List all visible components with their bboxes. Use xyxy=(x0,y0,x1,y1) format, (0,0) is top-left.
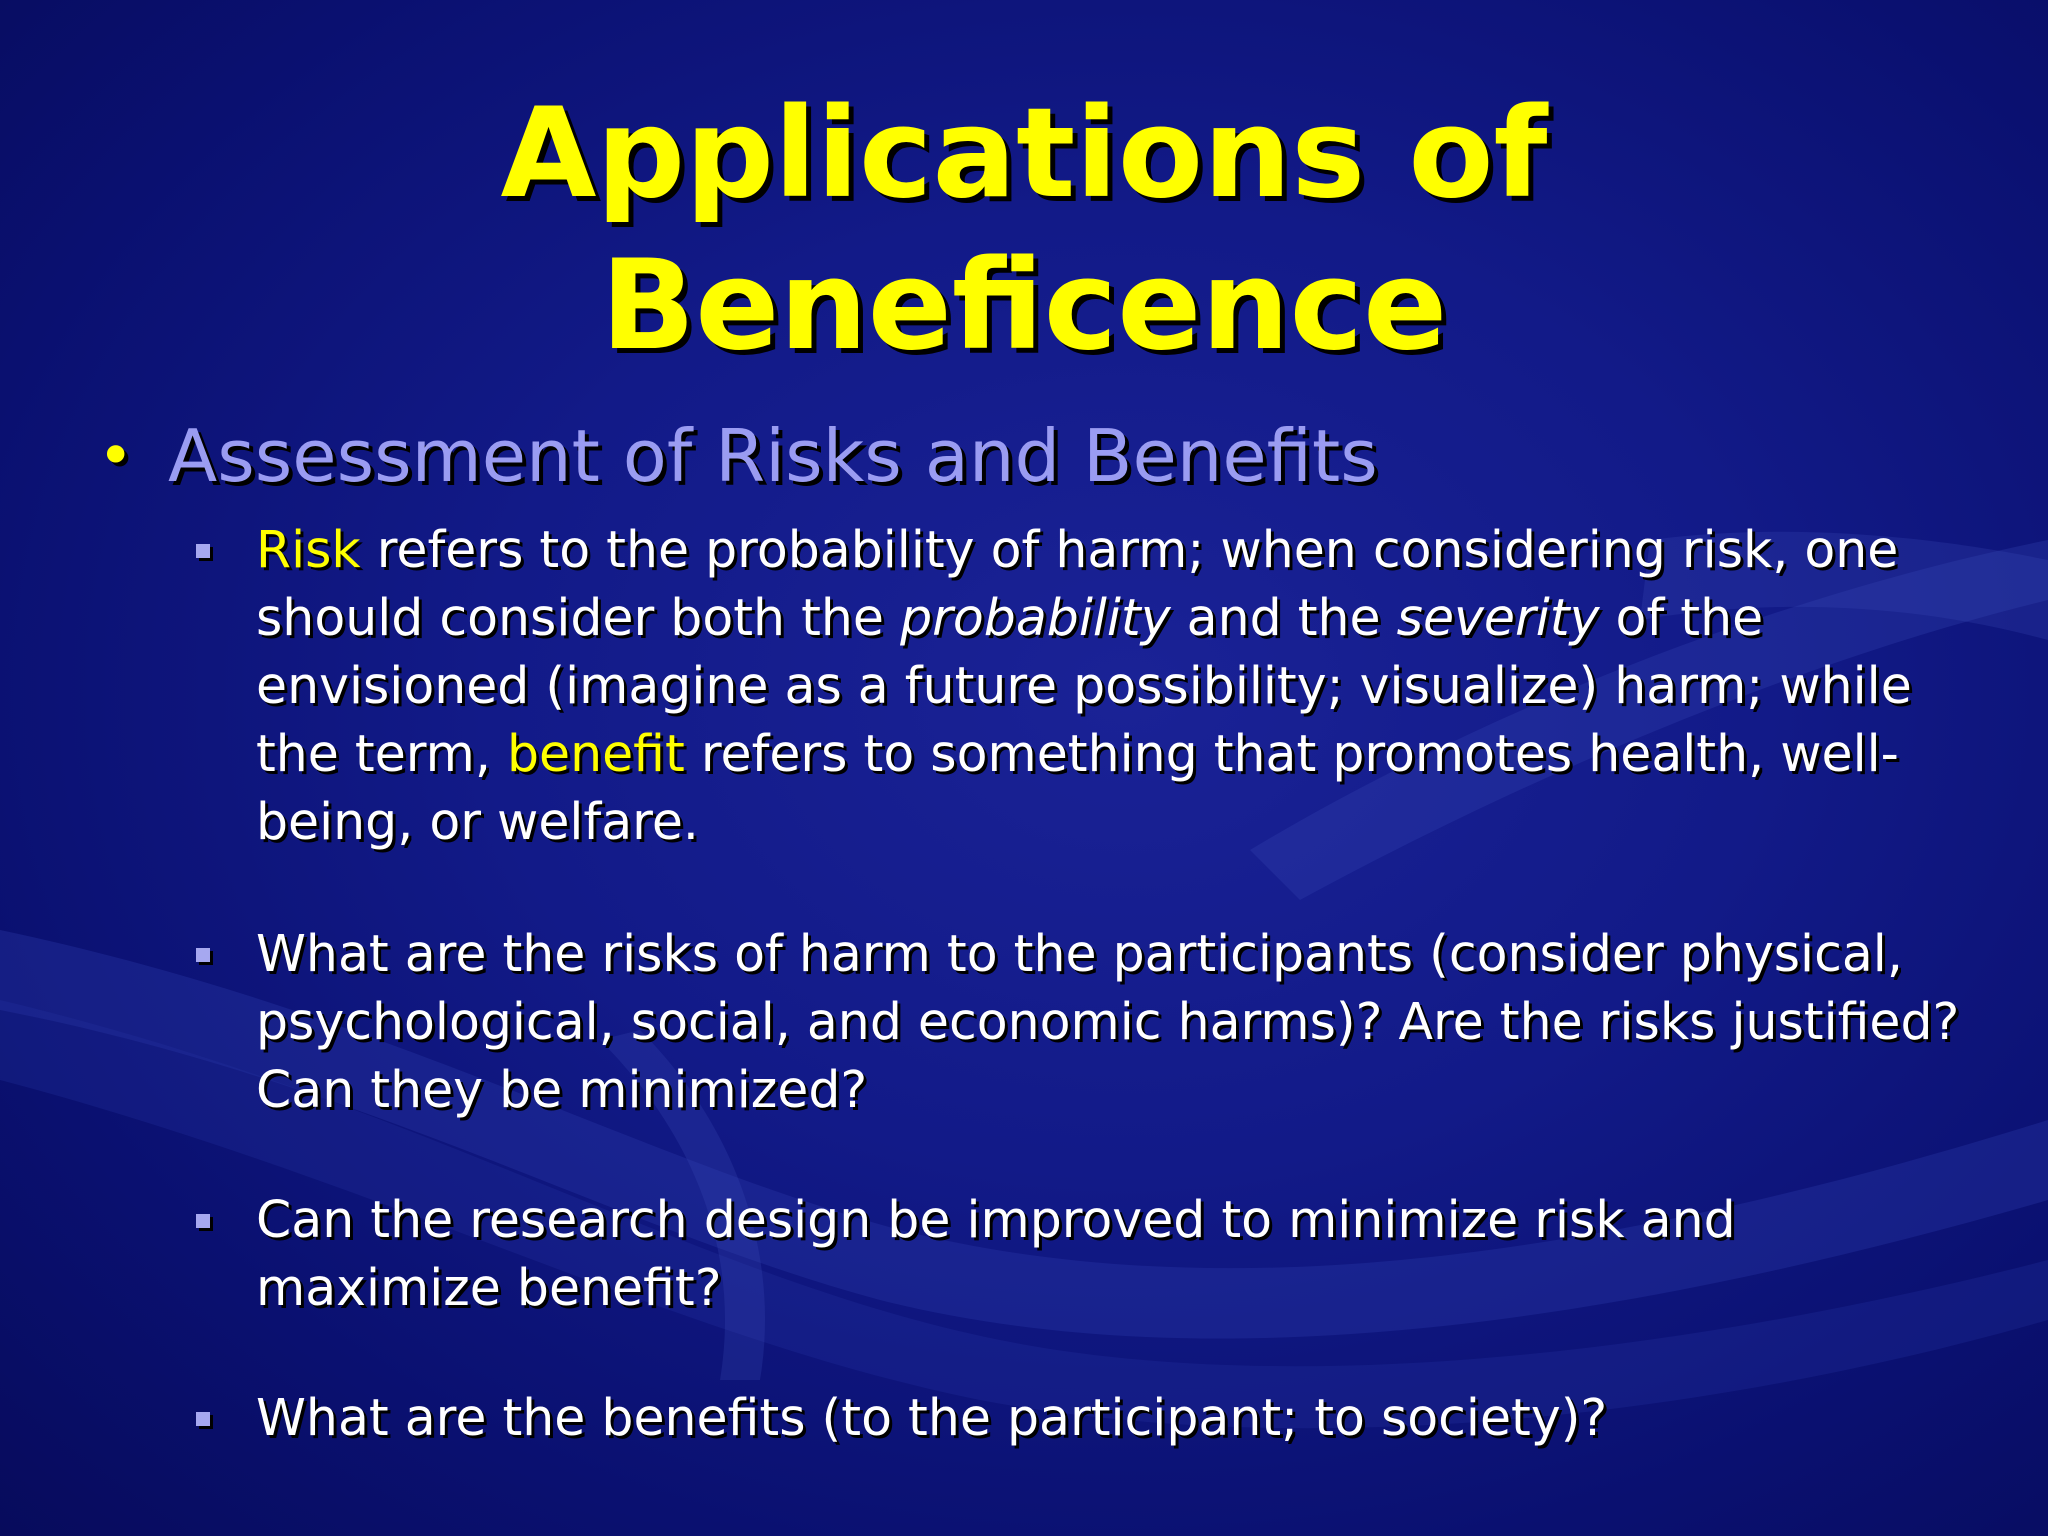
square-bullet-icon xyxy=(196,1214,210,1228)
text-line: What are the risks of harm to the participants (consider physical, xyxy=(256,924,1903,983)
text-segment: of the xyxy=(1599,588,1764,647)
text-line: Can the research design be improved to minimize risk and xyxy=(256,1190,1736,1249)
probability-term: probability xyxy=(900,588,1171,647)
text-segment: refers to the probability of harm; when considering risk, one xyxy=(360,520,1899,579)
sub-bullet-text xyxy=(256,1186,1996,1322)
text-segment: refers to something that promotes health, well- xyxy=(684,724,1899,783)
main-bullet-text: Assessment of Risks and Benefits xyxy=(168,414,1378,498)
text-line: maximize benefit? xyxy=(256,1258,722,1317)
sub-bullet-text xyxy=(256,920,1996,1124)
square-bullet-icon xyxy=(196,1412,210,1426)
text-line: being, or welfare. xyxy=(256,792,699,851)
text-line xyxy=(256,720,1996,788)
text-line: psychological, social, and economic harms)? Are the risks justified? xyxy=(256,992,1960,1051)
sub-bullet-text xyxy=(256,516,1996,856)
text-line: What are the benefits (to the participant; to society)? xyxy=(256,1388,1608,1447)
risk-term: Risk xyxy=(256,520,361,579)
square-bullet-icon xyxy=(196,948,210,962)
sub-bullet-text xyxy=(256,1384,1996,1452)
square-bullet-icon xyxy=(196,544,210,558)
slide-title-line-2: Beneficence xyxy=(600,234,1448,378)
text-segment: and the xyxy=(1170,588,1397,647)
text-line: Can they be minimized? xyxy=(256,1060,868,1119)
bullet-dot-icon: • xyxy=(98,421,134,491)
text-line xyxy=(256,584,1996,652)
text-segment: should consider both the xyxy=(256,588,901,647)
text-line xyxy=(256,516,1996,584)
slide-title-line-1: Applications of xyxy=(500,82,1548,226)
severity-term: severity xyxy=(1396,588,1600,647)
text-segment: the term, xyxy=(256,724,507,783)
text-line: envisioned (imagine as a future possibility; visualize) harm; while xyxy=(256,656,1912,715)
benefit-term: benefit xyxy=(506,724,685,783)
slide-title xyxy=(0,78,2048,382)
